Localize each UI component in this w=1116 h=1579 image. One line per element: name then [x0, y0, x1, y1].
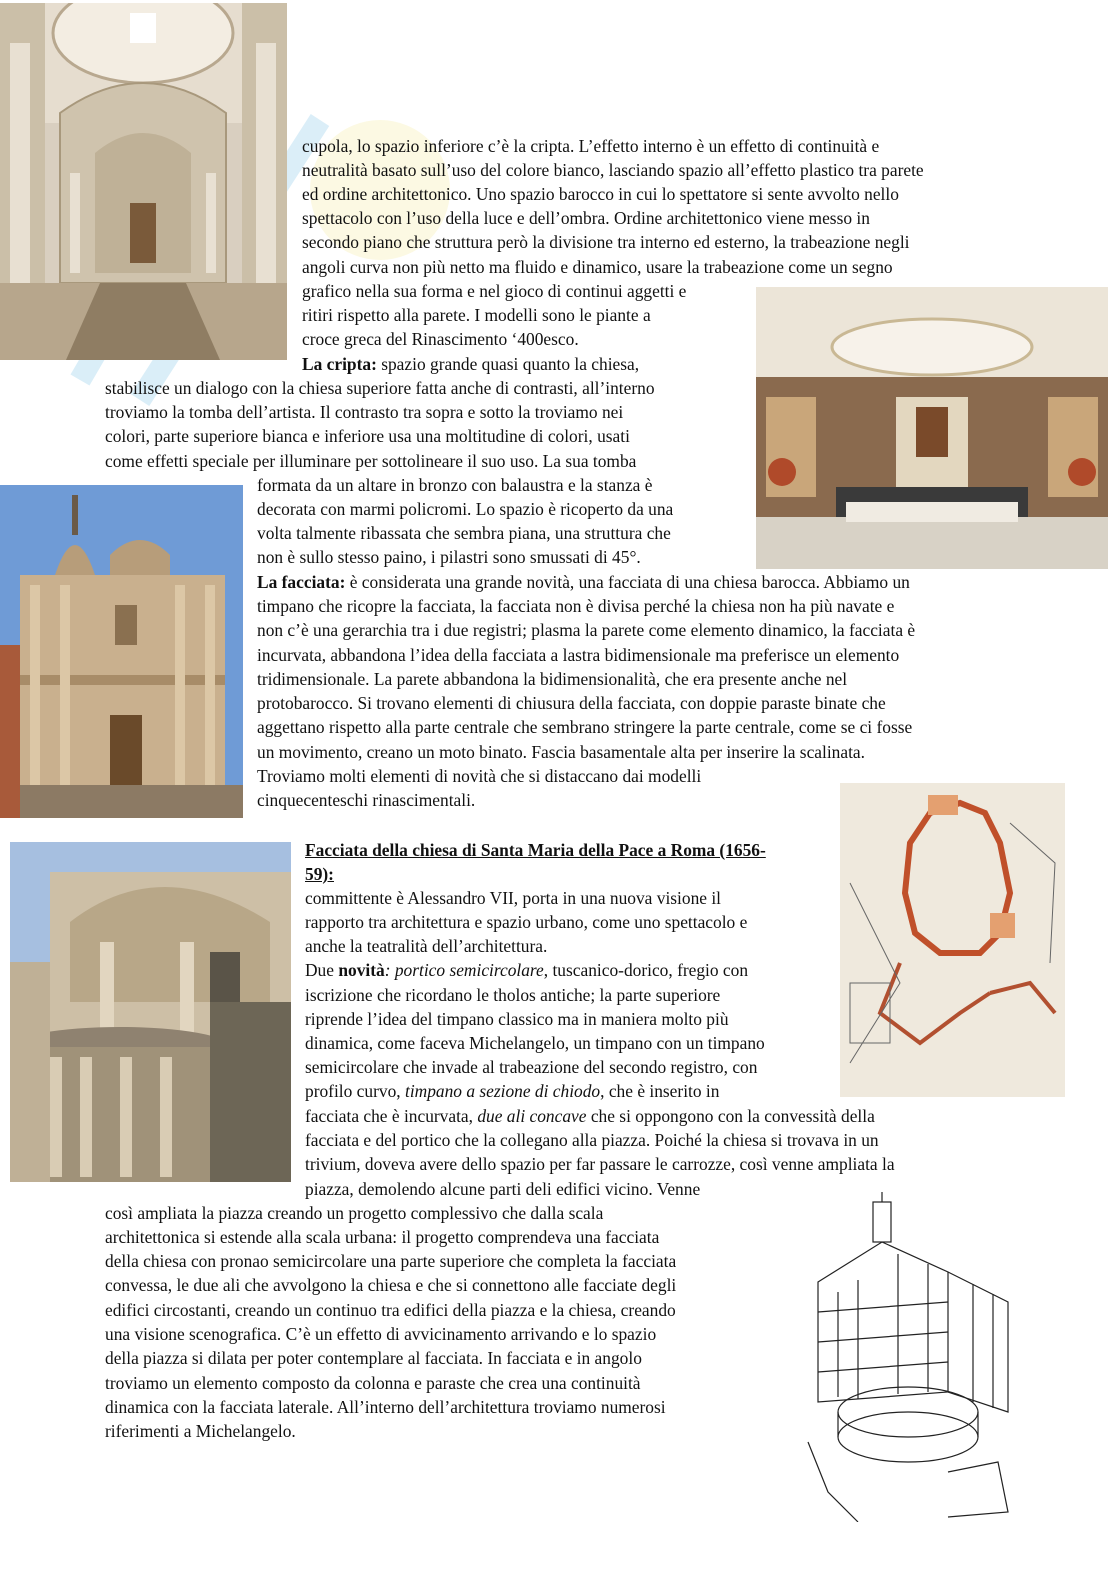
text-line: semicircolare che invade al trabeazione del secondo registro, con: [305, 1057, 758, 1077]
text-line: ritiri rispetto alla parete. I modelli sono le piante a: [302, 305, 651, 325]
text-line: timpano che ricopre la facciata, la facciata non è divisa perché la chiesa non ha più navate e: [257, 596, 895, 616]
cripta-heading: La cripta:: [302, 354, 377, 374]
text-line: facciata e del portico che la collegano alla piazza. Poiché la chiesa si trovava in un: [305, 1130, 879, 1150]
text-line: dinamica con la facciata laterale. All’interno dell’architettura troviamo numerosi: [105, 1397, 666, 1417]
ali-line: facciata che è incurvata, due ali concave che si oppongono con la convessità della: [305, 1106, 875, 1126]
text-line: iscrizione che ricordano le tholos antiche; la parte superiore: [305, 985, 721, 1005]
facciata-heading: La facciata:: [257, 572, 346, 592]
section-title-cont: 59):: [305, 864, 334, 884]
cripta-first-line: La cripta: spazio grande quasi quanto la chiesa,: [302, 354, 640, 374]
section-title: Facciata della chiesa di Santa Maria della Pace a Roma (1656-: [305, 840, 766, 860]
santa-maria-pace-photo: [10, 842, 291, 1182]
crypt-photo: [756, 287, 1108, 569]
text-line: Troviamo molti elementi di novità che si distaccano dai modelli: [257, 766, 702, 786]
text-line: grafico nella sua forma e nel gioco di continui aggetti e: [302, 281, 687, 301]
facade-photo: [0, 485, 243, 818]
text-line: angoli curva non più netto ma fluido e dinamico, usare la trabeazione come un segno: [302, 257, 893, 277]
text-line: aggettano rispetto alla parte centrale che sembrano stringere la parte centrale, come se ci fosse: [257, 717, 913, 737]
text-line: architettonica si estende alla scala urbana: il progetto comprendeva una facciata: [105, 1227, 660, 1247]
text-line: protobarocco. Si trovano elementi di chiusura della facciata, con doppie paraste binate che: [257, 693, 886, 713]
text-line: un movimento, creano un moto binato. Fascia basamentale alta per inserire la scalinata.: [257, 742, 865, 762]
text-line: stabilisce un dialogo con la chiesa superiore fatta anche di contrasti, all’interno: [105, 378, 655, 398]
text-line: ed ordine architettonico. Uno spazio barocco in cui lo spettatore si sente avvolto nello: [302, 184, 899, 204]
text-line: decorata con marmi policromi. Lo spazio è ricoperto da una: [257, 499, 674, 519]
text-line: una visione scenografica. C’è un effetto di avvicinamento arrivando e lo spazio: [105, 1324, 657, 1344]
plan-drawing: [840, 783, 1065, 1097]
text-line: dinamica, come faceva Michelangelo, un timpano con un timpano: [305, 1033, 765, 1053]
text-line: rapporto tra architettura e spazio urbano, come uno spettacolo e: [305, 912, 748, 932]
text-line: troviamo la tomba dell’artista. Il contrasto tra sopra e sotto la troviamo nei: [105, 402, 624, 422]
text-line: secondo piano che struttura però la divisione tra interno ed esterno, la trabeazione negli: [302, 232, 910, 252]
novita-line: Due novità: portico semicircolare, tuscanico-dorico, fregio con: [305, 960, 749, 980]
text-line: edifici circostanti, creando un continuo tra edifici della piazza e la chiesa, creando: [105, 1300, 676, 1320]
text-line: cupola, lo spazio inferiore c’è la cripta. L’effetto interno è un effetto di continuità e: [302, 136, 880, 156]
text-line: della piazza si dilata per poter contemplare al facciata. In facciata e in angolo: [105, 1348, 642, 1368]
text-line: tridimensionale. La parete abbandona la bidimensionalità, che era presente anche nel: [257, 669, 848, 689]
text-line: troviamo un elemento composto da colonna e paraste che crea una continuità: [105, 1373, 641, 1393]
text-line: non è sullo stesso paino, i pilastri sono smussati di 45°.: [257, 547, 641, 567]
chiodo-line: profilo curvo, timpano a sezione di chiodo, che è inserito in: [305, 1081, 720, 1101]
text-line: della chiesa con pronao semicircolare una parte superiore che completa la facciata: [105, 1251, 677, 1271]
text-line: trivium, doveva avere dello spazio per far passare le carrozze, così venne ampliata la: [305, 1154, 895, 1174]
text-line: formata da un altare in bronzo con balaustra e la stanza è: [257, 475, 653, 495]
text-line: neutralità basato sull’uso del colore bianco, lasciando spazio all’effetto plastico tra parete: [302, 160, 924, 180]
church-interior-photo: [0, 3, 287, 360]
text-line: riferimenti a Michelangelo.: [105, 1421, 296, 1441]
text-line: committente è Alessandro VII, porta in una nuova visione il: [305, 888, 721, 908]
text-line: incurvata, abbandona l’idea della facciata a lastra bidimensionale ma preferisce un elemento: [257, 645, 900, 665]
text-line: così ampliata la piazza creando un progetto complessivo che dalla scala: [105, 1203, 604, 1223]
text-line: cinquecenteschi rinascimentali.: [257, 790, 476, 810]
text-line: riprende l’idea del timpano classico ma in maniera molto più: [305, 1009, 729, 1029]
facciata-first-line: La facciata: è considerata una grande novità, una facciata di una chiesa barocca. Abbiamo un: [257, 572, 910, 592]
text-line: come effetti speciale per illuminare per sottolineare il suo uso. La sua tomba: [105, 451, 637, 471]
text-line: piazza, demolendo alcune parti deli edifici vicino. Venne: [305, 1179, 701, 1199]
text-line: spettacolo con l’uso della luce e dell’ombra. Ordine architettonico viene messo in: [302, 208, 870, 228]
text-line: croce greca del Rinascimento ‘400esco.: [302, 329, 579, 349]
text-line: colori, parte superiore bianca e inferiore usa una moltitudine di colori, usati: [105, 426, 630, 446]
text-line: volta talmente ribassata che sembra piana, una struttura che: [257, 523, 671, 543]
axonometric-drawing: [798, 1192, 1020, 1522]
text-line: anche la teatralità dell’architettura.: [305, 936, 548, 956]
text-line: convessa, le due ali che avvolgono la chiesa e che si connettono alle facciate degli: [105, 1275, 677, 1295]
text-line: non c’è una gerarchia tra i due registri; plasma la parete come elemento dinamico, la facciata è: [257, 620, 916, 640]
